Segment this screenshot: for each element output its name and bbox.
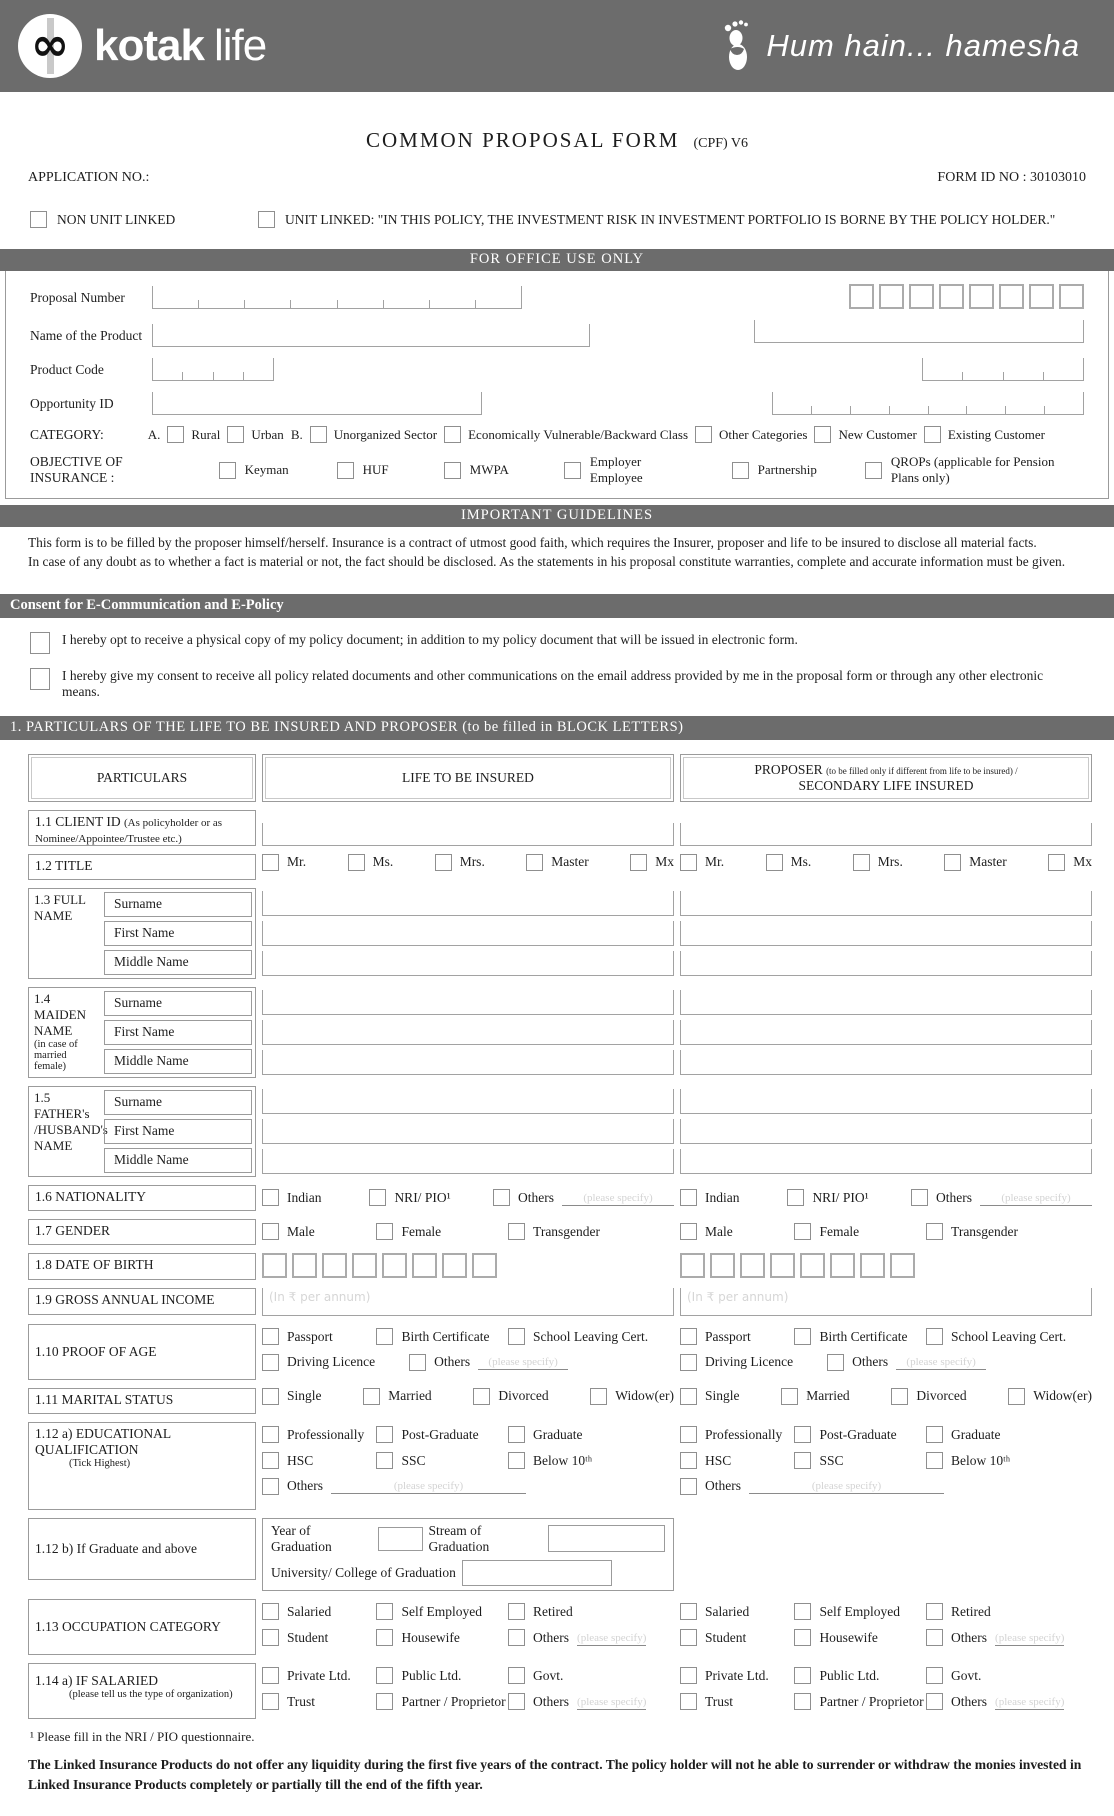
maiden-name-label-group (28, 987, 256, 1078)
proof-of-age-options-proposer: Passport Birth Certificate School Leaving Cert. Driving Licence Others (please specify) (680, 1324, 1092, 1380)
edu-postgraduate-checkbox[interactable] (376, 1426, 393, 1443)
occ-student-checkbox[interactable] (262, 1629, 279, 1646)
row-marital-status (28, 1388, 1092, 1414)
gender-options-lti: Male Female Transgender (262, 1219, 674, 1245)
marital-married-checkbox[interactable] (363, 1388, 380, 1405)
objective-keyman-label: Keyman (244, 462, 289, 477)
occ-self-employed-checkbox-proposer[interactable] (794, 1603, 811, 1620)
category-new-customer-label: New Customer (838, 426, 917, 442)
objective-qrops-label: QROPs (applicable for Pension Plans only) (890, 454, 1055, 485)
marital-options-lti: Single Married Divorced Widow(er) (262, 1388, 674, 1405)
proposal-number-row (30, 284, 1084, 309)
nationality-indian-checkbox[interactable] (262, 1189, 279, 1206)
full-name-surname-field-proposer[interactable] (680, 891, 1092, 916)
grad-year-field[interactable] (378, 1527, 423, 1551)
occ-retired-checkbox-proposer[interactable] (926, 1603, 943, 1620)
age-birth-cert-checkbox[interactable] (376, 1328, 393, 1345)
opportunity-id-label: Opportunity ID (30, 396, 114, 411)
gender-transgender-checkbox-proposer[interactable] (926, 1223, 943, 1240)
sal-public-checkbox-proposer[interactable] (794, 1667, 811, 1684)
occ-retired-checkbox[interactable] (508, 1603, 525, 1620)
proof-of-age-label: 1.10 PROOF OF AGE (28, 1324, 256, 1380)
row-father-name (28, 1086, 1086, 1177)
objective-mwpa-label: MWPA (469, 462, 509, 477)
age-others-checkbox-proposer[interactable] (827, 1354, 844, 1371)
objective-employer-label: Employer Employee (589, 454, 643, 485)
guidelines-line2: In case of any doubt as to whether a fact is material or not, the fact should be disclosed. As the statements in his proposal constitute warranties, complete and accurate information must be given. (28, 554, 1066, 570)
product-name-row (30, 320, 1084, 347)
full-name-first-field-lti[interactable] (262, 921, 674, 946)
kotak-logo-icon: ∞ (18, 14, 82, 78)
grad-year-label: Year of Graduation (271, 1522, 332, 1554)
grad-univ-field[interactable] (462, 1560, 612, 1586)
full-name-fields-proposer (680, 888, 1092, 979)
opportunity-id-field-left[interactable] (152, 392, 482, 415)
title-mrs-checkbox-proposer[interactable] (853, 854, 870, 871)
marital-single-checkbox-proposer[interactable] (680, 1388, 697, 1405)
proposal-number-comb-field[interactable] (152, 286, 522, 309)
proof-of-age-options-lti: Passport Birth Certificate School Leaving Cert. Driving Licence Others (please specify) (262, 1324, 674, 1380)
nationality-others-field-proposer[interactable]: (please specify) (980, 1190, 1092, 1206)
opportunity-id-row (30, 392, 1084, 415)
sal-others-field-proposer[interactable]: (please specify) (995, 1695, 1065, 1708)
sal-others-field[interactable]: (please specify) (577, 1695, 647, 1708)
dob-label: 1.8 DATE OF BIRTH (28, 1253, 256, 1280)
nationality-indian-checkbox-proposer[interactable] (680, 1189, 697, 1206)
unit-linked-row (0, 211, 1114, 228)
consent-physical-copy-label: I hereby opt to receive a physical copy of my policy document; in addition to my policy document that will be issued in electronic form. (62, 631, 798, 647)
father-name-label-group (28, 1086, 256, 1177)
graduate-details-empty (680, 1518, 1092, 1591)
sal-private-checkbox[interactable] (262, 1667, 279, 1684)
occ-housewife-checkbox[interactable] (376, 1629, 393, 1646)
unit-linked-label: UNIT LINKED: "IN THIS POLICY, THE INVESTMENT RISK IN INVESTMENT PORTFOLIO IS BORNE BY THE POLICY HOLDER." (285, 211, 1056, 227)
title-mx-checkbox-proposer[interactable] (1048, 854, 1065, 871)
application-no-label: APPLICATION NO.: (28, 170, 150, 185)
objective-partnership-label: Partnership (757, 462, 817, 477)
age-passport-checkbox[interactable] (262, 1328, 279, 1345)
row-proof-of-age (28, 1324, 1086, 1380)
edu-below10-checkbox[interactable] (508, 1452, 525, 1469)
footprint-icon (716, 19, 756, 73)
edu-professionally-checkbox[interactable] (262, 1426, 279, 1443)
opportunity-id-comb-right[interactable] (772, 392, 1084, 415)
office-use-band: FOR OFFICE USE ONLY (0, 249, 1114, 271)
objective-row (30, 454, 1084, 486)
sal-govt-checkbox-proposer[interactable] (926, 1667, 943, 1684)
edu-below10-checkbox-proposer[interactable] (926, 1452, 943, 1469)
maiden-middle-label: Middle Name (104, 1049, 252, 1074)
maiden-middle-field-proposer[interactable] (680, 1050, 1092, 1075)
occ-others-checkbox[interactable] (508, 1629, 525, 1646)
nationality-others-checkbox-proposer[interactable] (911, 1189, 928, 1206)
sal-govt-checkbox[interactable] (508, 1667, 525, 1684)
category-rural-checkbox[interactable] (167, 426, 184, 443)
title-mrs-checkbox[interactable] (435, 854, 452, 871)
form-title: COMMON PROPOSAL FORM (365, 128, 680, 152)
product-name-label: Name of the Product (30, 328, 143, 343)
sal-private-checkbox-proposer[interactable] (680, 1667, 697, 1684)
maiden-name-fields-lti (262, 987, 674, 1078)
row-client-id (28, 810, 1086, 846)
header-band (0, 0, 1114, 92)
edu-ssc-checkbox[interactable] (376, 1452, 393, 1469)
title-ms-checkbox-proposer[interactable] (766, 854, 783, 871)
brand-wordmark (94, 21, 266, 71)
nri-footnote: ¹ Please fill in the NRI / PIO questionnaire. (30, 1728, 255, 1744)
category-vulnerable-label: Economically Vulnerable/Backward Class (468, 426, 689, 442)
sal-public-checkbox[interactable] (376, 1667, 393, 1684)
edu-ssc-checkbox-proposer[interactable] (794, 1452, 811, 1469)
row-income (28, 1288, 1086, 1316)
maiden-surname-label: Surname (104, 991, 252, 1016)
title-options-lti: Mr. Ms. Mrs. Master Mx (262, 854, 674, 871)
guidelines-line1: This form is to be filled by the proposer himself/herself. Insurance is a contract of utmost good faith, which requires the Insurer, proposer and life to be insured to disclose all material facts. (28, 535, 1037, 550)
grad-stream-label: Stream of Graduation (428, 1522, 490, 1554)
age-driving-licence-checkbox-proposer[interactable] (680, 1354, 697, 1371)
education-label: 1.12 a) EDUCATIONAL QUALIFICATION (Tick Highest) (28, 1422, 256, 1510)
nationality-others-checkbox[interactable] (493, 1189, 510, 1206)
client-id-label: 1.1 CLIENT ID (As policyholder or as Nominee/Appointee/Trustee etc.) (28, 810, 256, 846)
father-name-fields-proposer (680, 1086, 1092, 1177)
grad-stream-field[interactable] (548, 1525, 665, 1552)
meta-row (0, 170, 1114, 186)
row-occupation (28, 1599, 1086, 1655)
sal-others-checkbox[interactable] (508, 1693, 525, 1710)
sal-partner-checkbox-proposer[interactable] (794, 1693, 811, 1710)
header-particulars: PARTICULARS (28, 754, 256, 802)
edu-hsc-checkbox[interactable] (262, 1452, 279, 1469)
title-master-checkbox-proposer[interactable] (944, 854, 961, 871)
full-name-fields-lti (262, 888, 674, 979)
brand-kotak: kotak (94, 21, 204, 70)
category-rural-label: Rural (191, 426, 221, 442)
row-if-salaried (28, 1663, 1086, 1719)
father-first-field-proposer[interactable] (680, 1119, 1092, 1144)
proposal-number-boxes[interactable] (849, 284, 1084, 309)
objective-label: OBJECTIVE OF INSURANCE : (30, 454, 123, 485)
father-middle-field-proposer[interactable] (680, 1149, 1092, 1174)
gender-male-checkbox-proposer[interactable] (680, 1223, 697, 1240)
row-dob (28, 1253, 1086, 1280)
marital-widow-checkbox-proposer[interactable] (1008, 1388, 1025, 1405)
category-new-customer-checkbox[interactable] (814, 426, 831, 443)
objective-employer-checkbox[interactable] (564, 462, 581, 479)
objective-qrops-checkbox[interactable] (865, 462, 882, 479)
dob-field-lti[interactable] (262, 1253, 674, 1278)
salaried-options-lti: Private Ltd. Public Ltd. Govt. Trust Partner / Proprietor Others (please specify) (262, 1663, 674, 1719)
objective-partnership-checkbox[interactable] (732, 462, 749, 479)
unit-linked-checkbox[interactable] (258, 211, 275, 228)
section1-band: 1. PARTICULARS OF THE LIFE TO BE INSURED AND PROPOSER (to be filled in BLOCK LETTERS) (0, 716, 1114, 740)
maiden-name-label: 1.4 MAIDEN NAME (in case of married female) (34, 990, 86, 1072)
header-life-to-be-insured: LIFE TO BE INSURED (262, 754, 674, 802)
edu-others-field-proposer[interactable]: (please specify) (749, 1478, 944, 1494)
education-options-lti: Professionally Post-Graduate Graduate HSC SSC Below 10ᵗʰ Others (please specify) (262, 1422, 674, 1510)
dob-boxes-proposer (680, 1253, 1092, 1280)
age-birth-cert-checkbox-proposer[interactable] (794, 1328, 811, 1345)
edu-professionally-checkbox-proposer[interactable] (680, 1426, 697, 1443)
title-options-proposer: Mr. Ms. Mrs. Master Mx (680, 854, 1092, 871)
full-name-first-label: First Name (104, 921, 252, 946)
graduate-details-fields (262, 1518, 674, 1591)
maiden-name-fields-proposer (680, 987, 1092, 1078)
tagline-text: Hum hain... hamesha (766, 28, 1080, 63)
brand-life: life (213, 21, 267, 70)
category-label: CATEGORY: (30, 426, 104, 442)
gender-female-checkbox[interactable] (376, 1223, 393, 1240)
father-middle-field-lti[interactable] (262, 1149, 674, 1174)
salaried-options-proposer: Private Ltd. Public Ltd. Govt. Trust Partner / Proprietor Others (please specify) (680, 1663, 1092, 1719)
full-name-label: 1.3 FULL NAME (34, 891, 86, 923)
category-b-label: B. (290, 426, 303, 442)
objective-mwpa-checkbox[interactable] (444, 462, 461, 479)
age-passport-checkbox-proposer[interactable] (680, 1328, 697, 1345)
edu-postgraduate-checkbox-proposer[interactable] (794, 1426, 811, 1443)
gender-label: 1.7 GENDER (28, 1219, 256, 1245)
title-mr-checkbox[interactable] (262, 854, 279, 871)
occ-others-field-proposer[interactable]: (please specify) (995, 1631, 1065, 1644)
category-existing-customer-checkbox[interactable] (924, 426, 941, 443)
marital-divorced-checkbox[interactable] (473, 1388, 490, 1405)
edu-hsc-checkbox-proposer[interactable] (680, 1452, 697, 1469)
product-code-label: Product Code (30, 362, 104, 377)
occ-others-field[interactable]: (please specify) (577, 1631, 647, 1644)
marital-divorced-checkbox-proposer[interactable] (891, 1388, 908, 1405)
gender-transgender-checkbox[interactable] (508, 1223, 525, 1240)
occ-salaried-checkbox-proposer[interactable] (680, 1603, 697, 1620)
sal-others-checkbox-proposer[interactable] (926, 1693, 943, 1710)
consent-email-label: I hereby give my consent to receive all policy related documents and other communications on the email address provided by me in the proposal form or through any other electronic means. (62, 667, 1044, 699)
occ-others-checkbox-proposer[interactable] (926, 1629, 943, 1646)
maiden-surname-field-proposer[interactable] (680, 990, 1092, 1015)
consent-email-checkbox[interactable] (30, 668, 50, 690)
row-title (28, 854, 1092, 880)
occupation-label: 1.13 OCCUPATION CATEGORY (28, 1599, 256, 1655)
category-existing-customer-label: Existing Customer (947, 426, 1045, 442)
age-driving-licence-checkbox[interactable] (262, 1354, 279, 1371)
edu-others-checkbox[interactable] (262, 1478, 279, 1495)
row-full-name (28, 888, 1086, 979)
title-ms-checkbox[interactable] (348, 854, 365, 871)
client-id-field-proposer[interactable] (680, 823, 1092, 846)
client-id-field-lti[interactable] (262, 823, 674, 846)
if-salaried-label: 1.14 a) IF SALARIED (please tell us the type of organization) (28, 1663, 256, 1719)
income-field-lti[interactable]: (In ₹ per annum) (262, 1288, 674, 1316)
graduate-details-label: 1.12 b) If Graduate and above (28, 1518, 256, 1580)
category-urban-label: Urban (251, 426, 284, 442)
consent-item-2 (0, 668, 1114, 700)
category-row (30, 426, 1084, 443)
dob-field-proposer[interactable] (680, 1253, 1092, 1278)
row-graduate-details (28, 1518, 1086, 1591)
kotak-life-logo (18, 14, 266, 78)
product-name-field-left[interactable] (152, 324, 590, 347)
table-header-row (28, 754, 1086, 802)
maiden-first-field-lti[interactable] (262, 1020, 674, 1045)
edu-graduate-checkbox[interactable] (508, 1426, 525, 1443)
title-label: 1.2 TITLE (28, 854, 256, 880)
guidelines-band: IMPORTANT GUIDELINES (0, 505, 1114, 527)
dob-boxes-lti (262, 1253, 674, 1280)
category-other-label: Other Categories (719, 426, 808, 442)
gender-female-checkbox-proposer[interactable] (794, 1223, 811, 1240)
category-other-checkbox[interactable] (695, 426, 712, 443)
education-options-proposer: Professionally Post-Graduate Graduate HSC SSC Below 10ᵗʰ Others (please specify) (680, 1422, 1092, 1510)
full-name-middle-field-lti[interactable] (262, 951, 674, 976)
sal-trust-checkbox[interactable] (262, 1693, 279, 1710)
particulars-table (0, 740, 1114, 1719)
marital-widow-checkbox[interactable] (590, 1388, 607, 1405)
father-surname-label: Surname (104, 1090, 252, 1115)
header-proposer: PROPOSER (to be filled only if different from life to be insured) / SECONDARY LIFE INSURED (680, 754, 1092, 802)
maiden-first-field-proposer[interactable] (680, 1020, 1092, 1045)
full-name-surname-label: Surname (104, 892, 252, 917)
product-code-comb-left[interactable] (152, 358, 274, 381)
form-id: FORM ID NO : 30103010 (937, 170, 1086, 185)
full-name-label-group (28, 888, 256, 979)
non-unit-linked-checkbox[interactable] (30, 211, 47, 228)
father-middle-label: Middle Name (104, 1148, 252, 1173)
occ-salaried-checkbox[interactable] (262, 1603, 279, 1620)
linked-products-warning: The Linked Insurance Products do not offer any liquidity during the first five years of the contract. The policy holder will not he able to surrender or withdraw the monies invested in Linked Insurance Products completely or partially till the end of the fifth year. (28, 1756, 1082, 1793)
father-name-label: 1.5 FATHER's /HUSBAND's NAME (34, 1089, 108, 1153)
row-nationality (28, 1185, 1086, 1211)
income-label: 1.9 GROSS ANNUAL INCOME (28, 1288, 256, 1315)
row-gender (28, 1219, 1086, 1245)
nationality-others-field[interactable]: (please specify) (562, 1190, 674, 1206)
product-name-field-right[interactable] (754, 320, 1084, 343)
category-vulnerable-checkbox[interactable] (444, 426, 461, 443)
marital-single-checkbox[interactable] (262, 1388, 279, 1405)
consent-physical-copy-checkbox[interactable] (30, 632, 50, 654)
age-others-field-proposer[interactable]: (please specify) (896, 1354, 986, 1370)
occ-housewife-checkbox-proposer[interactable] (794, 1629, 811, 1646)
product-code-row (30, 358, 1084, 381)
consent-item-1 (0, 632, 1114, 654)
occupation-options-proposer: Salaried Self Employed Retired Student Housewife Others (please specify) (680, 1599, 1092, 1655)
row-education (28, 1422, 1086, 1510)
gender-male-checkbox[interactable] (262, 1223, 279, 1240)
full-name-middle-field-proposer[interactable] (680, 951, 1092, 976)
maiden-surname-field-lti[interactable] (262, 990, 674, 1015)
category-unorganized-label: Unorganized Sector (333, 426, 438, 442)
title-mx-checkbox[interactable] (630, 854, 647, 871)
full-name-middle-label: Middle Name (104, 950, 252, 975)
sal-partner-checkbox[interactable] (376, 1693, 393, 1710)
father-first-field-lti[interactable] (262, 1119, 674, 1144)
tagline-block (716, 19, 1080, 73)
occupation-options-lti: Salaried Self Employed Retired Student Housewife Others (please specify) (262, 1599, 674, 1655)
guidelines-text (0, 527, 1114, 572)
age-school-cert-checkbox[interactable] (508, 1328, 525, 1345)
marital-married-checkbox-proposer[interactable] (781, 1388, 798, 1405)
office-use-section (5, 271, 1109, 499)
edu-others-checkbox-proposer[interactable] (680, 1478, 697, 1495)
marital-options-proposer: Single Married Divorced Widow(er) (680, 1388, 1092, 1405)
income-field-proposer[interactable]: (In ₹ per annum) (680, 1288, 1092, 1316)
title-mr-checkbox-proposer[interactable] (680, 854, 697, 871)
father-first-label: First Name (104, 1119, 252, 1144)
nationality-label: 1.6 NATIONALITY (28, 1185, 256, 1211)
nationality-nri-checkbox-proposer[interactable] (787, 1189, 804, 1206)
nationality-nri-checkbox[interactable] (369, 1189, 386, 1206)
maiden-middle-field-lti[interactable] (262, 1050, 674, 1075)
objective-keyman-checkbox[interactable] (219, 462, 236, 479)
age-school-cert-checkbox-proposer[interactable] (926, 1328, 943, 1345)
occ-self-employed-checkbox[interactable] (376, 1603, 393, 1620)
nationality-options-proposer: Indian NRI/ PIO¹ Others (please specify) (680, 1185, 1092, 1211)
consent-band: Consent for E-Communication and E-Policy (0, 594, 1114, 618)
gender-options-proposer: Male Female Transgender (680, 1219, 1092, 1245)
sal-trust-checkbox-proposer[interactable] (680, 1693, 697, 1710)
father-name-fields-lti (262, 1086, 674, 1177)
age-others-checkbox[interactable] (409, 1354, 426, 1371)
title-master-checkbox[interactable] (526, 854, 543, 871)
category-a-label: A. (147, 426, 161, 442)
category-unorganized-checkbox[interactable] (310, 426, 327, 443)
product-code-comb-right[interactable] (922, 358, 1084, 381)
form-title-row (0, 128, 1114, 153)
category-urban-checkbox[interactable] (227, 426, 244, 443)
edu-others-field[interactable]: (please specify) (331, 1478, 526, 1494)
objective-huf-label: HUF (362, 462, 389, 477)
full-name-surname-field-lti[interactable] (262, 891, 674, 916)
father-surname-field-proposer[interactable] (680, 1089, 1092, 1114)
proposal-number-label: Proposal Number (30, 290, 125, 305)
form-title-version: (CPF) V6 (693, 136, 749, 151)
grad-univ-label: University/ College of Graduation (271, 1564, 456, 1580)
row-maiden-name (28, 987, 1086, 1078)
occ-student-checkbox-proposer[interactable] (680, 1629, 697, 1646)
age-others-field[interactable]: (please specify) (478, 1354, 568, 1370)
marital-status-label: 1.11 MARITAL STATUS (28, 1388, 256, 1414)
full-name-first-field-proposer[interactable] (680, 921, 1092, 946)
father-surname-field-lti[interactable] (262, 1089, 674, 1114)
edu-graduate-checkbox-proposer[interactable] (926, 1426, 943, 1443)
nationality-options-lti: Indian NRI/ PIO¹ Others (please specify) (262, 1185, 674, 1211)
maiden-first-label: First Name (104, 1020, 252, 1045)
non-unit-linked-label: NON UNIT LINKED (57, 211, 176, 227)
objective-huf-checkbox[interactable] (337, 462, 354, 479)
